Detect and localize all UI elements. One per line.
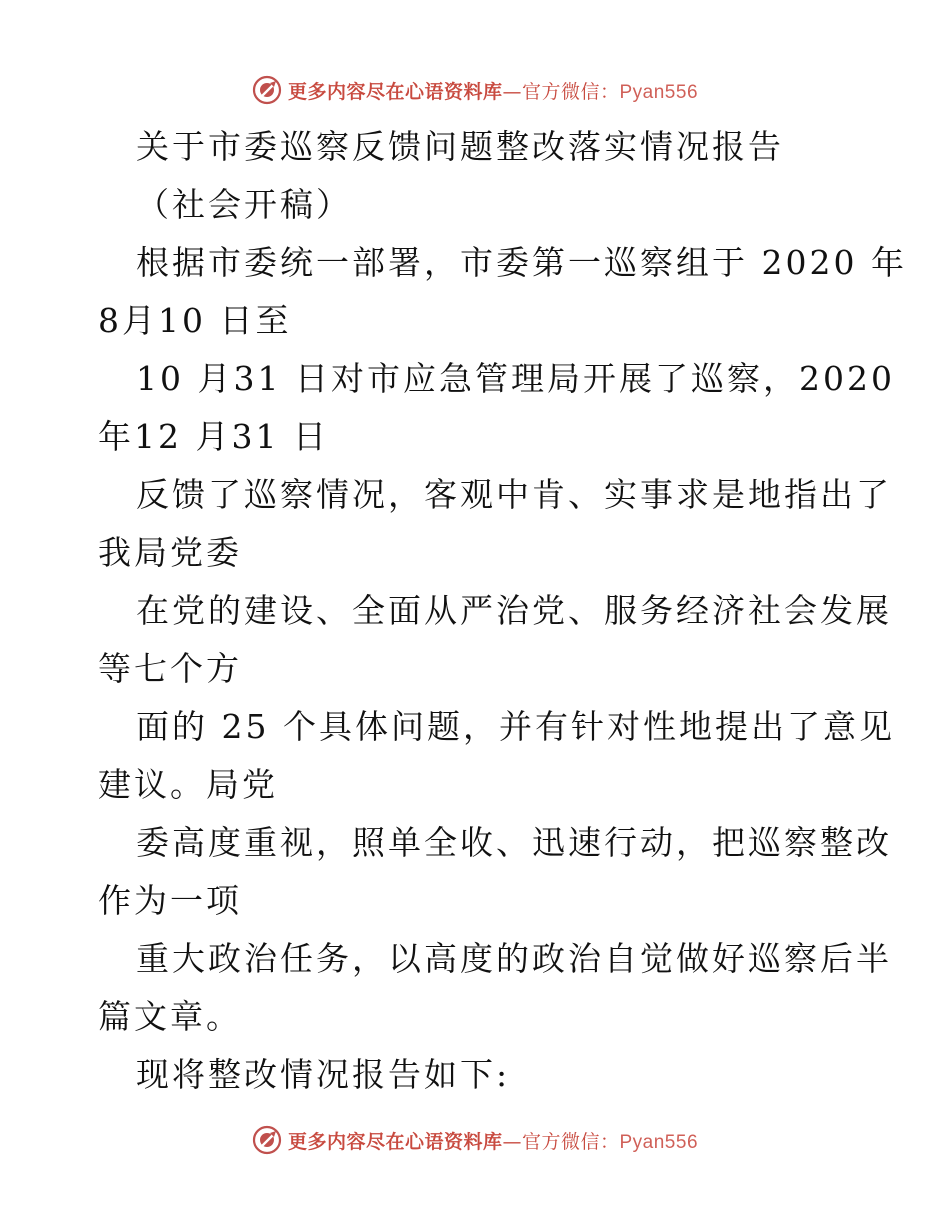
watermark-id: Pyan556 (619, 81, 699, 103)
doc-line: 篇文章。 (98, 997, 242, 1036)
watermark-text (288, 77, 698, 104)
doc-line: 年12 月31 日 (98, 417, 329, 456)
watermark-main: 更多内容尽在心语资料库 (287, 80, 503, 103)
document-body (98, 118, 907, 1104)
doc-line: 重大政治任务，以高度的政治自觉做好巡察后半 (136, 939, 892, 978)
watermark-main: 更多内容尽在心语资料库 (287, 1130, 503, 1153)
doc-line: 在党的建设、全面从严治党、服务经济社会发展 (136, 591, 892, 630)
watermark-sub: 官方微信： (521, 80, 620, 103)
doc-line: 现将整改情况报告如下: (136, 1055, 511, 1094)
doc-line: 反馈了巡察情况，客观中肯、实事求是地指出了 (136, 475, 892, 514)
doc-line: 建议。局党 (98, 765, 278, 804)
doc-line: 我局党委 (98, 533, 242, 572)
watermark-text (288, 1127, 698, 1154)
watermark-sub: 官方微信： (521, 1130, 620, 1153)
doc-line: 等七个方 (98, 649, 242, 688)
doc-line: 8月10 日至 (98, 301, 292, 340)
doc-line: 根据市委统一部署，市委第一巡察组于 2020 年 (136, 243, 907, 282)
doc-line: 面的 25 个具体问题，并有针对性地提出了意见 (136, 707, 895, 746)
doc-line: 委高度重视，照单全收、迅速行动，把巡察整改 (136, 823, 892, 862)
footer-watermark (0, 1122, 950, 1158)
doc-line: 作为一项 (98, 881, 242, 920)
watermark-id: Pyan556 (619, 1131, 699, 1153)
doc-title: 关于市委巡察反馈问题整改落实情况报告 (136, 127, 784, 166)
doc-line: 10 月31 日对市应急管理局开展了巡察，2020 (136, 359, 895, 398)
logo-icon (252, 75, 282, 105)
header-watermark (0, 72, 950, 108)
logo-icon (252, 1125, 282, 1155)
watermark-separator: — (502, 1130, 522, 1153)
doc-subtitle: （社会开稿） (136, 185, 352, 224)
watermark-separator: — (502, 80, 522, 103)
